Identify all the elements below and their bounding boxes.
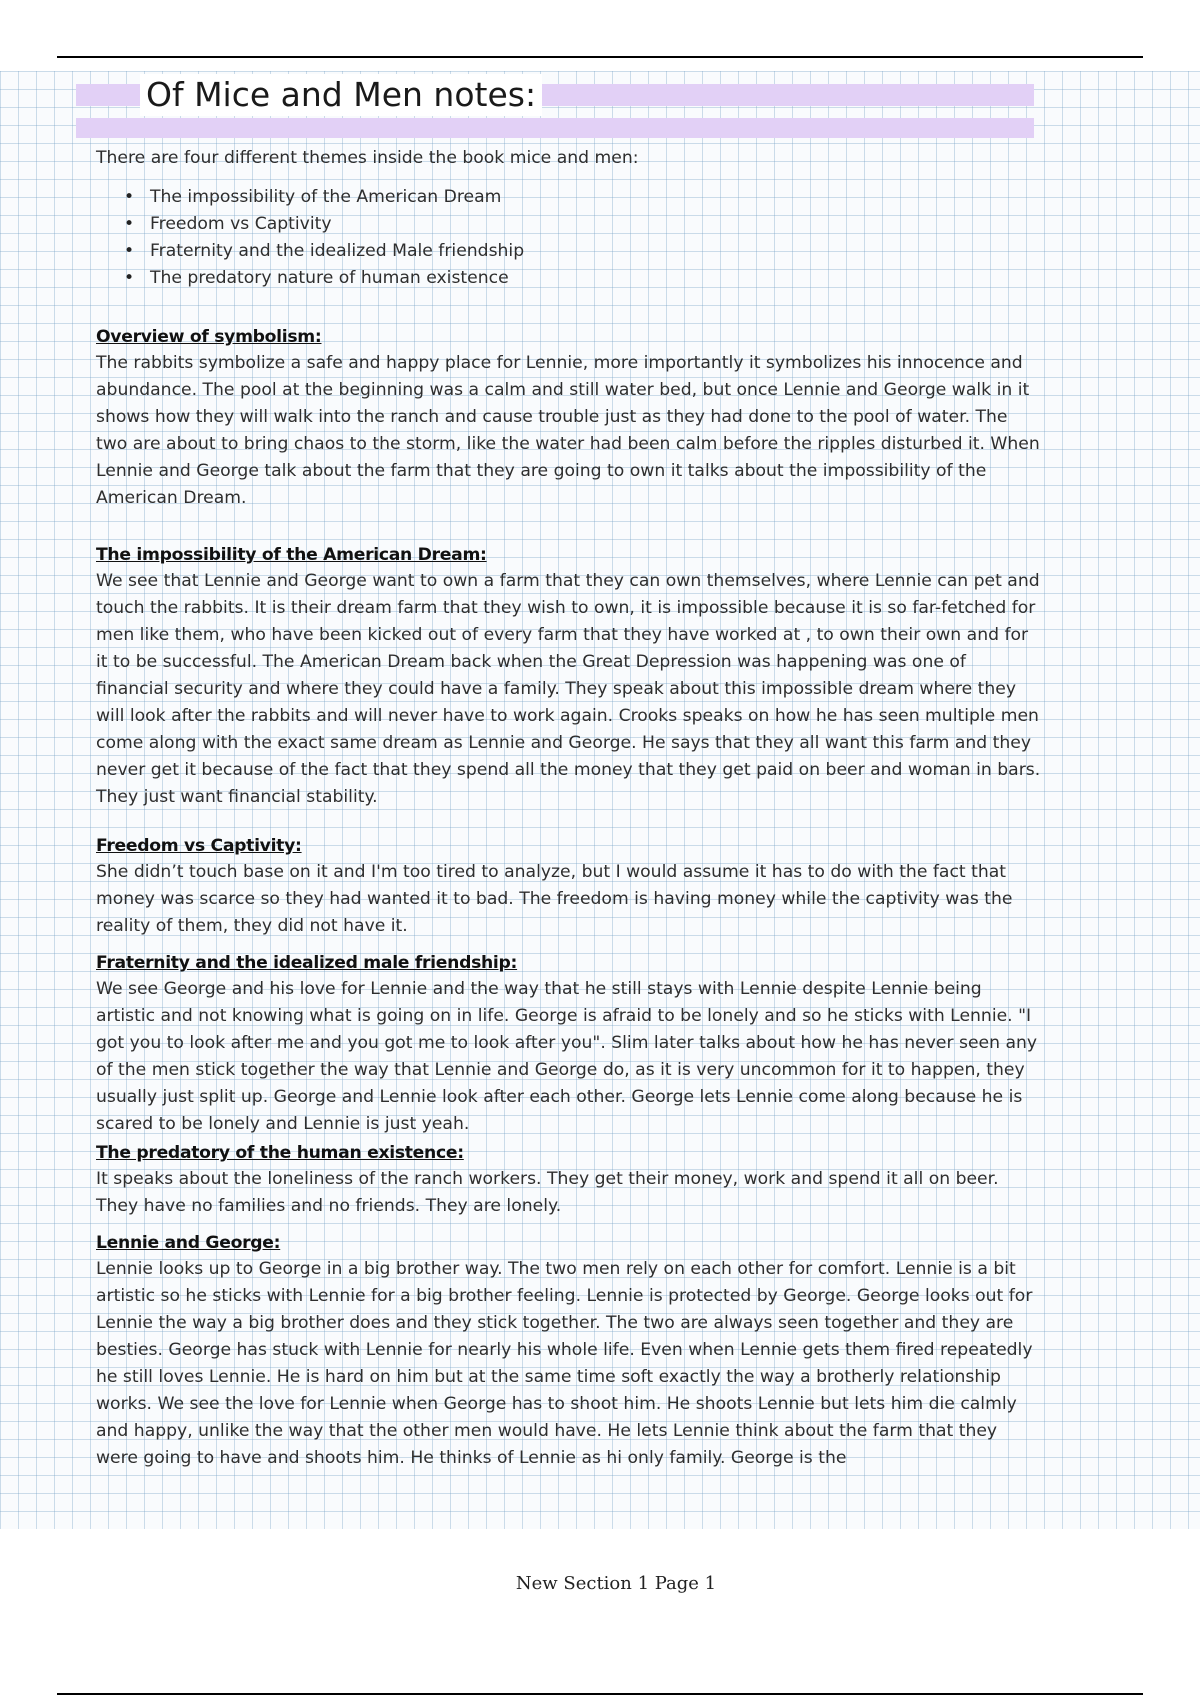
page-footer: New Section 1 Page 1 [515,1573,717,1594]
section-body: Lennie looks up to George in a big brother way. The two men rely on each other for comfort. Lennie is a bit artistic so he sticks with Lennie for a big brother feeling. Lennie is protected by George. George looks out for Lennie the way a big brother does and they stick together. The two are always seen together and they are besties. George has stuck with Lennie for nearly his whole life. Even when Lennie gets them fired repeatedly he still loves Lennie. He is hard on him but at the same time soft exactly the way a brotherly relationship works. We see the love for Lennie when George has to shoot him. He shoots Lennie but lets him die calmly and happy, unlike the way that the other men would have. He lets Lennie think about the farm that they were going to have and shoots him. He thinks of Lennie as hi only family. George is the [96,1259,1033,1468]
section-fraternity [96,950,1042,1138]
section-american-dream [96,542,1042,811]
section-lennie-george [96,1230,1042,1472]
list-item: • Fraternity and the idealized Male friendship [150,238,1042,265]
themes-list [96,184,1042,292]
section-predatory [96,1140,1042,1220]
section-body: We see George and his love for Lennie and the way that he still stays with Lennie despite Lennie being artistic and not knowing what is going on in life. George is afraid to be lonely and so he sticks with Lennie. "I got you to look after me and you got me to look after you". Slim later talks about how he has never seen any of the men stick together the way that Lennie and George do, as it is very uncommon for it to happen, they usually just split up. George and Lennie look after each other. George lets Lennie come along because he is scared to be lonely and Lennie is just yeah. [96,979,1038,1134]
list-item: • The impossibility of the American Dream [150,184,1042,211]
title-highlight-bar-lower [76,118,1034,138]
section-heading: Freedom vs Captivity: [96,836,302,856]
section-freedom-captivity [96,833,1042,940]
list-item: • The predatory nature of human existence [150,265,1042,292]
section-body: The rabbits symbolize a safe and happy place for Lennie, more importantly it symbolizes his innocence and abundance. The pool at the beginning was a calm and still water bed, but once Lennie and George walk in it shows how they will walk into the ranch and cause trouble just as they had done to the pool of water. The two are about to bring chaos to the storm, like the water had been calm before the ripples disturbed it. When Lennie and George talk about the farm that they are going to own it talks about the impossibility of the American Dream. [96,353,1040,508]
section-heading: The predatory of the human existence: [96,1143,464,1163]
section-heading: Fraternity and the idealized male friendship: [96,953,518,973]
section-symbolism [96,324,1042,512]
notes-content [96,145,1042,1472]
section-body: It speaks about the loneliness of the ranch workers. They get their money, work and spend it all on beer. They have no families and no friends. They are lonely. [96,1169,999,1216]
section-body: She didn’t touch base on it and I'm too tired to analyze, but I would assume it has to do with the fact that money was scarce so they had wanted it to bad. The freedom is having money while the captivity was the reality of them, they did not have it. [96,862,1013,936]
section-heading: Overview of symbolism: [96,327,322,347]
section-heading: Lennie and George: [96,1233,281,1253]
section-body: We see that Lennie and George want to own a farm that they can own themselves, where Lennie can pet and touch the rabbits. It is their dream farm that they wish to own, it is impossible because it is so far-fetched for men like them, who have been kicked out of every farm that they have worked at , to own their own and for it to be successful. The American Dream back when the Great Depression was happening was one of financial security and where they could have a family. They speak about this impossible dream where they will look after the rabbits and will never have to work again. Crooks speaks on how he has seen multiple men come along with the exact same dream as Lennie and George. He says that they all want this farm and they never get it because of the fact that they spend all the money that they get paid on beer and woman in bars. They just want financial stability. [96,571,1041,807]
bottom-rule [57,1693,1143,1695]
section-heading: The impossibility of the American Dream: [96,545,487,565]
page-title: Of Mice and Men notes: [140,74,542,116]
top-rule [57,56,1143,58]
intro-text: There are four different themes inside the book mice and men: [96,148,639,168]
list-item: • Freedom vs Captivity [150,211,1042,238]
